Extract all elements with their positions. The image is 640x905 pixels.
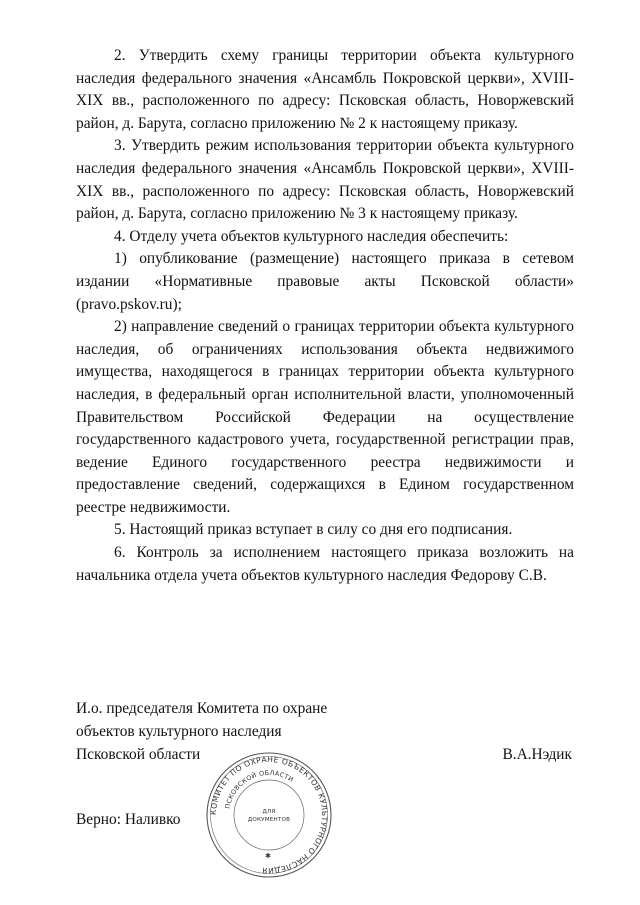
paragraph-item-4: 4. Отделу учета объектов культурного наследия обеспечить: [114,227,509,245]
paragraph-item-5: 5. Настоящий приказ вступает в силу со дня его подписания. [114,521,513,539]
signatory-name: В.А.Нэдик [502,746,572,763]
stamp-seal-icon [204,750,334,880]
paragraph-item-3: 3. Утвердить режим использования территории объекта культурного наследия федерального значения «Ансамбль Покровской церкви», XVIII-XIX вв., расположенного по адресу: Псковская область, Новоржевский район, д. Барута, согласно приложению № 3 к настоящему приказу. [76,137,574,223]
copy-certification: Верно: Наливко [76,811,181,828]
stamp-outer-text: КОМИТЕТ ПО ОХРАНЕ ОБЪЕКТОВ КУЛЬТУРНОГО НАСЛЕДИЯ [208,754,330,876]
paragraph-item-2: 2. Утвердить схему границы территории объекта культурного наследия федерального значения «Ансамбль Покровской церкви», XVIII-XIX вв., расположенного по адресу: Псковская область, Новоржевский район, д. Барута, согласно приложению № 2 к настоящему приказу. [76,47,574,132]
signatory-title-line: объектов культурного наследия [76,723,282,740]
stamp-center-line: ДЛЯ [262,809,276,815]
paragraph-item-6: 6. Контроль за исполнением настоящего приказа возложить на начальника отдела учета объектов культурного наследия Федорову С.В. [76,544,574,584]
official-stamp [204,750,334,880]
paragraph-subitem-2: 2) направление сведений о границах территории объекта культурного наследия, об ограничениях использования объекта недвижимого имущества, находящегося в границах территории объекта культурного наследия, в федеральный орган исполнительной власти, уполномоченный Правительством Российской Федерации на осуществление государственного кадастрового учета, государственной регистрации прав, ведение Единого государственного реестра недвижимости и предоставление сведений, содержащихся в Едином государственном реестре недвижимости. [76,318,574,516]
stamp-center-line: ДОКУМЕНТОВ [247,817,291,823]
order-body [76,45,574,587]
paragraph-subitem-1: 1) опубликование (размещение) настоящего приказа в сетевом издании «Нормативные правовые акты Псковской области» (pravo.pskov.ru); [76,250,574,313]
signatory-title-line: И.о. председателя Комитета по охране [76,700,328,717]
signatory-title-line: Псковской области [76,746,201,763]
stamp-star-icon: ✱ [265,852,271,860]
stamp-inner-text: ПСКОВСКОЙ ОБЛАСТИ [223,768,295,810]
